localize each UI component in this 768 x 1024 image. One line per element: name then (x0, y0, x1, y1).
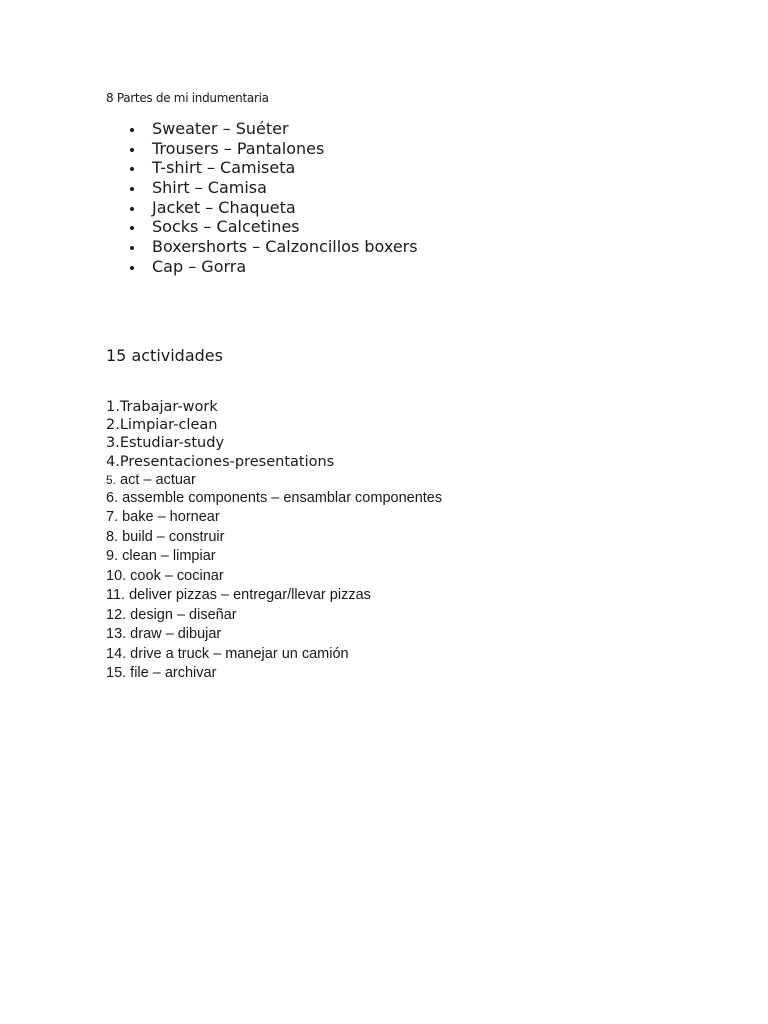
clothing-heading: 8 Partes de mi indumentaria (106, 91, 269, 105)
activity-item: 15. file – archivar (106, 665, 217, 682)
clothing-item: Boxershorts – Calzoncillos boxers (128, 237, 418, 257)
activity-item: 6. assemble components – ensamblar componentes (106, 489, 443, 506)
activity-text: act – actuar (116, 471, 196, 488)
activity-item: 3.Estudiar-study (106, 435, 225, 452)
clothing-item: Cap – Gorra (128, 257, 418, 277)
activity-item: 4.Presentaciones-presentations (106, 453, 335, 470)
activity-item (106, 471, 442, 489)
activity-item: 1.Trabajar-work (106, 399, 218, 415)
activity-item: 9. clean – limpiar (106, 548, 216, 565)
clothing-list (128, 119, 418, 277)
activity-item: 12. design – diseñar (106, 606, 237, 623)
activity-number: 5. (106, 472, 117, 487)
clothing-item: Trousers – Pantalones (128, 139, 418, 159)
activities-list (106, 398, 442, 684)
activities-heading: 15 actividades (106, 346, 223, 365)
clothing-item: Sweater – Suéter (128, 119, 418, 139)
activity-item: 2.Limpiar-clean (106, 417, 218, 434)
clothing-item: Jacket – Chaqueta (128, 198, 418, 218)
clothing-item: Shirt – Camisa (128, 178, 418, 198)
activity-item: 10. cook – cocinar (106, 567, 224, 584)
clothing-item: Socks – Calcetines (128, 217, 418, 237)
activity-item: 8. build – construir (106, 528, 225, 545)
activity-item: 7. bake – hornear (106, 509, 220, 526)
clothing-item: T-shirt – Camiseta (128, 158, 418, 178)
activity-item: 14. drive a truck – manejar un camión (106, 645, 349, 662)
activity-item: 13. draw – dibujar (106, 626, 222, 643)
activity-item: 11. deliver pizzas – entregar/llevar pizzas (106, 587, 371, 604)
